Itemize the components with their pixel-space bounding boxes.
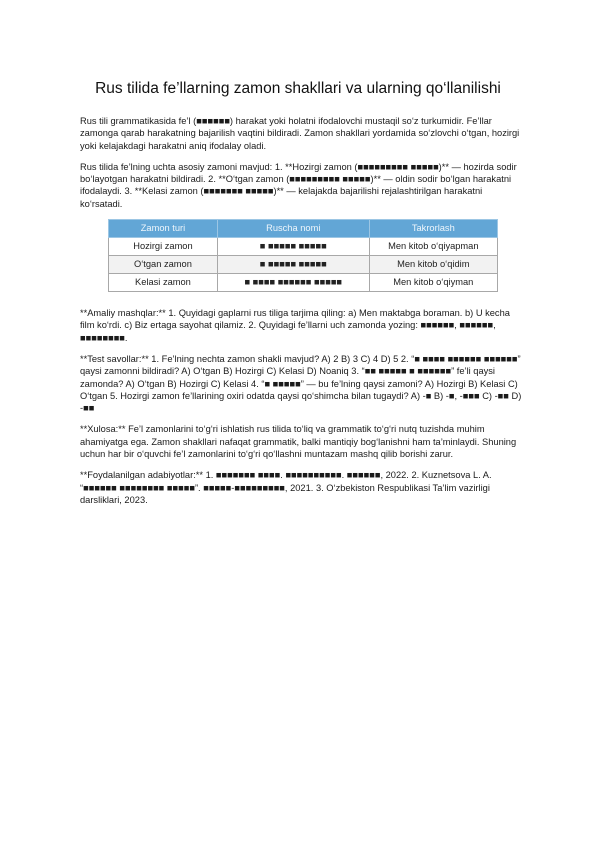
test-paragraph: **Test savollar:** 1. Fe’lning nechta zamon shakli mavjud? A) 2 B) 3 C) 4 D) 5 2. “■ ■■■■ ■■■■■■ ■■■■■■” qaysi zamonni bildiradi? A) O‘tgan B) Hozirgi C) Kelasi D) Noaniq 3. “■■ ■■■■■ ■ ■■■■■■” fe’li qaysi zamonda? A) O‘tgan B) Hozirgi C) Kelasi 4. “■ ■■■■■” — bu fe’lning qaysi zamoni? A) Hozirgi B) Kelasi C) O‘tgan 5. Hozirgi zamon fe’llarining oxiri odatda qaysi qo‘shimcha bilan tugaydi? A) -■ B) -■, -■■■ C) -■■ D) -■■ (80, 353, 522, 414)
document-body (80, 115, 524, 515)
document-title: Rus tilida fe’llarning zamon shakllari va ularning qo‘llanilishi (95, 80, 501, 97)
intro-paragraph: Rus tili grammatikasida fe’l (■■■■■■) harakat yoki holatni ifodalovchi mustaqil so‘z turkumidir. Fe’llar zamonga qarab harakatning bajarilish vaqtini bildiradi. Zamon shakllari yordamida so‘zlovchi o‘tgan, hozirgi yoki kelajakdagi harakatni aniq ifodalay oladi. (80, 116, 520, 151)
table-row (109, 238, 498, 256)
header-example: Takrorlash (369, 220, 497, 238)
table-cell: ■ ■■■■■ ■■■■■ (217, 256, 369, 274)
tense-table (108, 219, 498, 292)
table-row (109, 256, 498, 274)
table-cell: Men kitob o‘qidim (369, 256, 497, 274)
table-cell: ■ ■■■■ ■■■■■■ ■■■■■ (217, 274, 369, 292)
table-row (109, 274, 498, 292)
table-cell: Hozirgi zamon (109, 238, 218, 256)
table-cell: Men kitob o‘qiyapman (369, 238, 497, 256)
table-cell: Men kitob o‘qiyman (369, 274, 497, 292)
tenses-paragraph: Rus tilida fe’lning uchta asosiy zamoni mavjud: 1. **Hozirgi zamon (■■■■■■■■■ ■■■■■)** — hozirda sodir bo‘layotgan harakatni bildiradi. 2. **O‘tgan zamon (■■■■■■■■■ ■■■■■)** — oldin sodir bo‘lgan harakatni ifodalaydi. 3. **Kelasi zamon (■■■■■■■ ■■■■■)** — kelajakda bajarilishi rejalashtirilgan harakatni ko‘rsatadi. (80, 161, 517, 209)
table-cell: ■ ■■■■■ ■■■■■ (217, 238, 369, 256)
header-russian-name: Ruscha nomi (217, 220, 369, 238)
header-tense-type: Zamon turi (109, 220, 218, 238)
table-cell: Kelasi zamon (109, 274, 218, 292)
exercises-paragraph: **Amaliy mashqlar:** 1. Quyidagi gaplarni rus tiliga tarjima qiling: a) Men maktabga boraman. b) U kecha film ko‘rdi. c) Biz ertaga sayohat qilamiz. 2. Quyidagi fe’llarni uch zamonda yozing: ■■■■■■, ■■■■■■, ■■■■■■■■. (80, 308, 510, 343)
table-cell: O‘tgan zamon (109, 256, 218, 274)
table-header-row (109, 220, 498, 238)
conclusion-paragraph: **Xulosa:** Fe’l zamonlarini to‘g‘ri ishlatish rus tilida to‘liq va grammatik to‘g‘ri nutq tuzishda muhim ahamiyatga ega. Zamon shakllari nafaqat grammatik, balki mantiqiy bog‘lanishni ham ta’minlaydi. Shuning uchun har bir o‘quvchi fe’l zamonlarini to‘g‘ri qo‘llashni muntazam mashq qilib borishi zarur. (80, 424, 517, 460)
references-paragraph: **Foydalanilgan adabiyotlar:** 1. ■■■■■■■ ■■■■. ■■■■■■■■■■. ■■■■■■, 2022. 2. Kuznetsova L. A. “■■■■■■ ■■■■■■■■ ■■■■■”. ■■■■■-■■■■■■■■■, 2021. 3. O‘zbekiston Respublikasi Ta’lim vazirligi darsliklari, 2023. (80, 470, 492, 505)
